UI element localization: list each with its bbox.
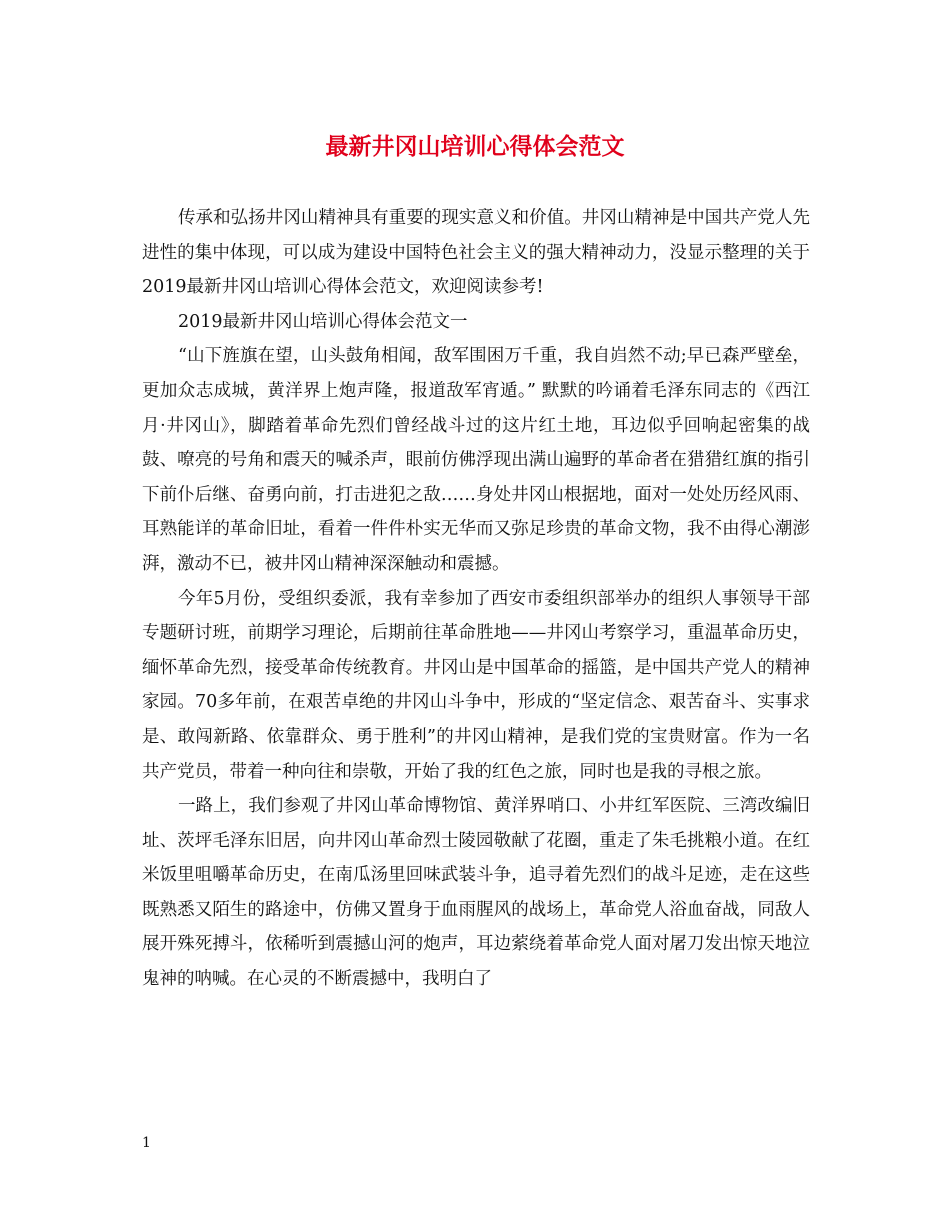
intro-paragraph: 传承和弘扬井冈山精神具有重要的现实意义和价值。井冈山精神是中国共产党人先进性的集中体现，可以成为建设中国特色社会主义的强大精神动力，没显示整理的关于2019最新井冈山培训心得体会范文，欢迎阅读参考! (142, 208, 810, 298)
page-number: 1 (142, 1135, 151, 1151)
body-paragraph: “山下旌旗在望，山头鼓角相闻，敌军围困万千重，我自岿然不动;早已森严壁垒，更加众志成城，黄洋界上炮声隆，报道敌军宵遁。” 默默的吟诵着毛泽东同志的《西江月·井冈山》，脚踏着革命先烈们曾经战斗过的这片红土地，耳边似乎回响起密集的战鼓、嘹亮的号角和震天的喊杀声，眼前仿佛浮现出满山遍野的革命者在猎猎红旗的指引下前仆后继、奋勇向前，打击进犯之敌……身处井冈山根据地，面对一处处历经风雨、耳熟能详的革命旧址，看着一件件朴实无华而又弥足珍贵的革命文物，我不由得心潮澎湃，激动不已，被井冈山精神深深触动和震撼。 (142, 346, 810, 574)
page-title: 最新井冈山培训心得体会范文 (325, 134, 625, 160)
document-body (142, 201, 810, 997)
body-paragraph: 一路上，我们参观了井冈山革命博物馆、黄洋界哨口、小井红军医院、三湾改编旧址、茨坪毛泽东旧居，向井冈山革命烈士陵园敬献了花圈，重走了朱毛挑粮小道。在红米饭里咀嚼革命历史，在南瓜汤里回味武装斗争，追寻着先烈们的战斗足迹，走在这些既熟悉又陌生的路途中，仿佛又置身于血雨腥风的战场上，革命党人浴血奋战，同敌人展开殊死搏斗，依稀听到震撼山河的炮声，耳边萦绕着革命党人面对屠刀发出惊天地泣鬼神的呐喊。在心灵的不断震撼中，我明白了 (142, 796, 810, 990)
body-paragraph: 今年5月份，受组织委派，我有幸参加了西安市委组织部举办的组织人事领导干部专题研讨班，前期学习理论，后期前往革命胜地——井冈山考察学习，重温革命历史，缅怀革命先烈，接受革命传统教育。井冈山是中国革命的摇篮，是中国共产党人的精神家园。70多年前，在艰苦卓绝的井冈山斗争中，形成的“坚定信念、艰苦奋斗、实事求是、敢闯新路、依靠群众、勇于胜利”的井冈山精神，是我们党的宝贵财富。作为一名共产党员，带着一种向往和崇敬，开始了我的红色之旅，同时也是我的寻根之旅。 (142, 588, 810, 782)
section-heading: 2019最新井冈山培训心得体会范文一 (178, 311, 468, 332)
